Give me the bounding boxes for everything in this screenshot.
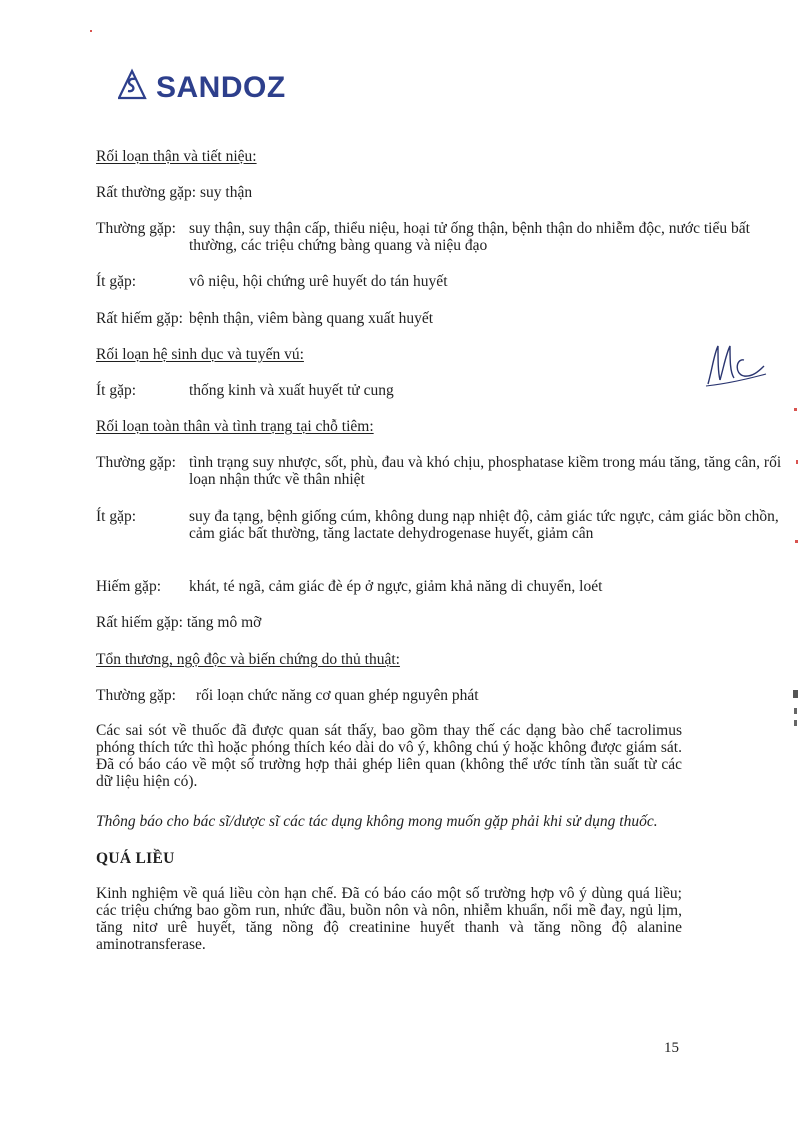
renal-very-common: Rất thường gặp: suy thận — [96, 184, 253, 201]
frequency-label: Ít gặp: — [96, 382, 137, 399]
frequency-text: suy đa tạng, bệnh giống cúm, không dung nạp nhiệt độ, cảm giác tức ngực, cảm giác bồn chồn, cảm giác bất thường, tăng lactate dehydrogenase huyết, giảm cân — [189, 508, 779, 542]
frequency-text: khát, té ngã, cảm giác đè ép ở ngực, giảm khả năng di chuyển, loét — [189, 578, 603, 595]
scan-artifact-mark — [794, 408, 797, 411]
overdose-heading: QUÁ LIỀU — [96, 850, 175, 867]
injury-heading: Tổn thương, ngộ độc và biến chứng do thủ thuật: — [96, 651, 400, 668]
frequency-label: Thường gặp: — [96, 454, 176, 471]
scan-artifact-mark — [793, 690, 798, 698]
frequency-text: tình trạng suy nhược, sốt, phù, đau và khó chịu, phosphatase kiềm trong máu tăng, tăng cân, rối loạn nhận thức về thân nhiệt — [189, 454, 782, 488]
scan-artifact-mark — [795, 540, 798, 543]
frequency-text: rối loạn chức năng cơ quan ghép nguyên phát — [196, 687, 479, 704]
scan-artifact-mark — [796, 460, 798, 464]
frequency-label: Ít gặp: — [96, 508, 137, 525]
scan-artifact-mark — [90, 30, 92, 32]
page-number: 15 — [664, 1040, 679, 1056]
scan-artifact-mark — [794, 708, 797, 714]
frequency-label: Rất hiếm gặp: — [96, 310, 183, 327]
general-very-rare: Rất hiếm gặp: tăng mô mỡ — [96, 614, 262, 631]
general-heading: Rối loạn toàn thân và tình trạng tại chỗ tiêm: — [96, 418, 374, 435]
frequency-text: bệnh thận, viêm bàng quang xuất huyết — [189, 310, 434, 327]
handwritten-signature — [704, 340, 774, 395]
sandoz-logo — [118, 68, 308, 102]
overdose-paragraph: Kinh nghiệm về quá liều còn hạn chế. Đã có báo cáo một số trường hợp vô ý dùng quá liều; các triệu chứng bao gồm run, nhức đầu, buồn nôn và nôn, nhiễm khuẩn, nổi mề đay, ngủ lịm, tăng nitơ urê huyết, tăng nồng độ creatinine huyết thanh và tăng nồng độ alanine aminotransferase. — [96, 885, 682, 953]
frequency-label: Thường gặp: — [96, 220, 176, 237]
scan-artifact-mark — [794, 720, 797, 726]
frequency-label: Ít gặp: — [96, 273, 137, 290]
renal-heading: Rối loạn thận và tiết niệu: — [96, 148, 257, 165]
frequency-text: vô niệu, hội chứng urê huyết do tán huyết — [189, 273, 448, 290]
sandoz-triangle-icon — [119, 71, 145, 98]
frequency-text: suy thận, suy thận cấp, thiểu niệu, hoại tử ống thận, bệnh thận do nhiễm độc, nước tiểu bất thường, các triệu chứng bàng quang và niệu đạo — [189, 220, 750, 254]
medication-errors-paragraph: Các sai sót về thuốc đã được quan sát thấy, bao gồm thay thế các dạng bào chế tacrolimus phóng thích tức thì hoặc phóng thích kéo dài do vô ý, không chú ý hoặc không được giám sát. Đã có báo cáo về một số trường hợp thải ghép liên quan (không thể ước tính tần suất từ các dữ liệu hiện có). — [96, 722, 682, 790]
reporting-notice: Thông báo cho bác sĩ/dược sĩ các tác dụng không mong muốn gặp phải khi sử dụng thuốc. — [96, 813, 658, 830]
brand-name: SANDOZ — [156, 71, 286, 102]
reproductive-heading: Rối loạn hệ sinh dục và tuyến vú: — [96, 346, 304, 363]
frequency-label: Hiếm gặp: — [96, 578, 161, 595]
frequency-label: Thường gặp: — [96, 687, 176, 704]
frequency-text: thống kinh và xuất huyết tử cung — [189, 382, 394, 399]
